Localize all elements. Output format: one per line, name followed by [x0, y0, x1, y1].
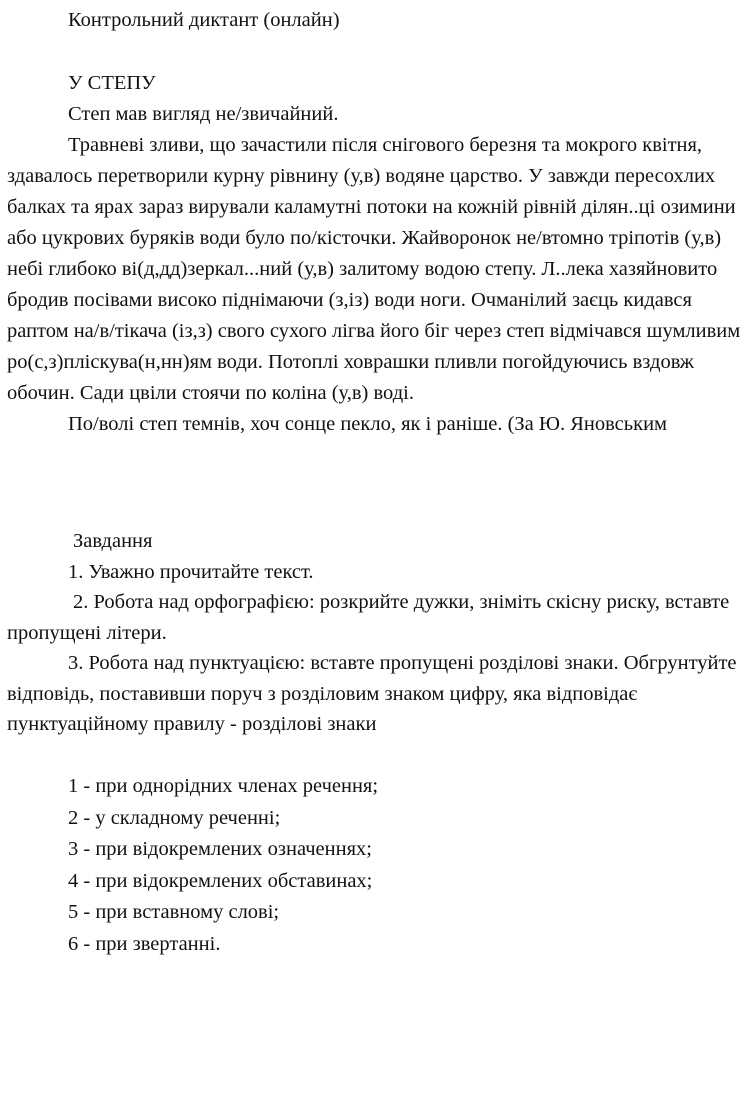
rule-item-2: 2 - у складному реченні;	[68, 806, 281, 829]
rule-item-5: 5 - при вставному слові;	[68, 901, 280, 923]
dictation-section	[7, 68, 743, 440]
task-item-3: 3. Робота над пунктуацією: вставте пропущені розділові знаки. Обгрунтуйте відповідь, поставивши поруч з розділовим знаком цифру, яка відповідає пунктуаційному правилу - розділові знаки	[7, 652, 737, 735]
dictation-first-sentence: Степ мав вигляд не/звичайний.	[68, 103, 339, 125]
tasks-section	[7, 526, 745, 740]
dictation-main-paragraph: Травневі зливи, що зачастили після снігового березня та мокрого квітня, здавалось перетворили курну рівнину (у,в) водяне царство. У завжди пересохлих балках та ярах зараз вирували каламутні потоки на кожній рівній ділян..ці озимини або цукрових буряків води було по/кісточки. Жайворонок не/втомно тріпотів (у,в) небі глибоко ві(д,дд)зеркал...ний (у,в) залитому водою степу. Л..лека хазяйновито бродив посівами високо піднімаючи (з,із) води ноги. Очманілий заєць кидався раптом на/в/тікача (із,з) свого сухого лігва його біг через степ відмічався шумливим ро(с,з)пліскува(н,нн)ям води. Потоплі ховрашки пливли погойдуючись вздовж обочин. Сади цвіли стоячи по коліна (у,в) воді.	[7, 134, 741, 404]
rule-item-3: 3 - при відокремлених означеннях;	[68, 838, 372, 860]
punctuation-rules-list	[68, 771, 378, 960]
rule-item-1: 1 - при однорідних членах речення;	[68, 775, 379, 797]
dictation-last-sentence: По/волі степ темнів, хоч сонце пекло, як і раніше. (За Ю. Яновським	[68, 413, 668, 435]
task-item-2: 2. Робота над орфографією: розкрийте дужки, зніміть скісну риску, вставте пропущені літери.	[7, 591, 730, 644]
tasks-title: Завдання	[73, 530, 153, 552]
rule-item-4: 4 - при відокремлених обставинах;	[68, 869, 373, 892]
dictation-title: У СТЕПУ	[68, 72, 156, 94]
document-heading: Контрольний диктант (онлайн)	[68, 9, 340, 31]
rule-item-6: 6 - при звертанні.	[68, 932, 221, 955]
task-item-1: 1. Уважно прочитайте текст.	[68, 560, 314, 583]
